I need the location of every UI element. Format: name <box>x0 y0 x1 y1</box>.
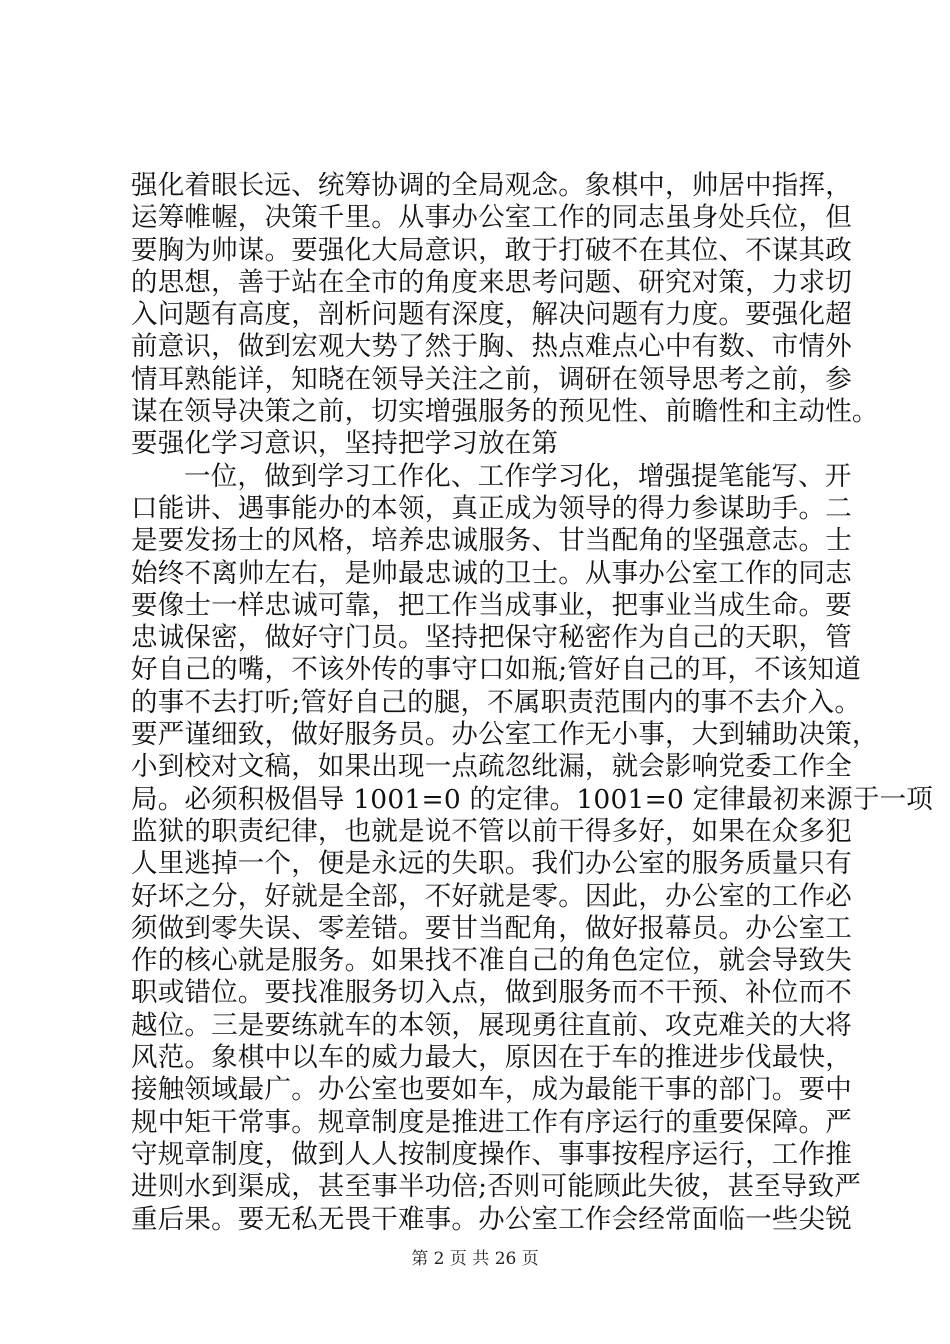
text-line: 谋在领导决策之前，切实增强服务的预见性、前瞻性和主动性。 <box>131 396 879 428</box>
text-line: 好坏之分，好就是全部，不好就是零。因此，办公室的工作必 <box>131 880 852 912</box>
text-line: 要强化学习意识，坚持把学习放在第 <box>131 428 559 460</box>
text-line: 是要发扬士的风格，培养忠诚服务、甘当配角的坚强意志。士 <box>131 525 852 557</box>
text-line: 局。必须积极倡导 1001=0 的定律。1001=0 定律最初来源于一项 <box>131 783 933 815</box>
text-line: 运筹帷幄，决策千里。从事办公室工作的同志虽身处兵位，但 <box>131 202 852 234</box>
text-line: 始终不离帅左右，是帅最忠诚的卫士。从事办公室工作的同志 <box>131 557 852 589</box>
text-line: 接触领域最广。办公室也要如车，成为最能干事的部门。要中 <box>131 1074 852 1106</box>
text-line: 的事不去打听;管好自己的腿，不属职责范围内的事不去介入。 <box>131 686 862 718</box>
text-line-paragraph-start: 一位，做到学习工作化、工作学习化，增强提笔能写、开 <box>184 460 852 492</box>
text-line: 强化着眼长远、统筹协调的全局观念。象棋中，帅居中指挥， <box>131 170 852 201</box>
text-line: 监狱的职责纪律，也就是说不管以前干得多好，如果在众多犯 <box>131 815 852 847</box>
text-line: 作的核心就是服务。如果找不准自己的角色定位，就会导致失 <box>131 945 852 977</box>
text-line: 前意识，做到宏观大势了然于胸、热点难点心中有数、市情外 <box>131 331 852 363</box>
text-line: 要严谨细致，做好服务员。办公室工作无小事，大到辅助决策， <box>131 719 879 751</box>
text-line: 规中矩干常事。规章制度是推进工作有序运行的重要保障。严 <box>131 1106 852 1138</box>
text-line: 要胸为帅谋。要强化大局意识，敢于打破不在其位、不谋其政 <box>131 234 852 266</box>
text-line: 口能讲、遇事能办的本领，真正成为领导的得力参谋助手。二 <box>131 492 852 524</box>
text-line: 职或错位。要找准服务切入点，做到服务而不干预、补位而不 <box>131 977 852 1009</box>
text-line: 须做到零失误、零差错。要甘当配角，做好报幕员。办公室工 <box>131 912 852 944</box>
text-line: 人里逃掉一个，便是永远的失职。我们办公室的服务质量只有 <box>131 848 852 880</box>
text-line: 好自己的嘴，不该外传的事守口如瓶;管好自己的耳，不该知道 <box>131 654 862 686</box>
text-line: 情耳熟能详，知晓在领导关注之前，调研在领导思考之前，参 <box>131 363 852 395</box>
text-line: 越位。三是要练就车的本领，展现勇往直前、攻克难关的大将 <box>131 1009 852 1041</box>
text-line: 的思想，善于站在全市的角度来思考问题、研究对策，力求切 <box>131 266 852 298</box>
text-line: 进则水到渠成，甚至事半功倍;否则可能顾此失彼，甚至导致严 <box>131 1171 862 1203</box>
text-line: 小到校对文稿，如果出现一点疏忽纰漏，就会影响党委工作全 <box>131 751 852 783</box>
text-line: 风范。象棋中以车的威力最大，原因在于车的推进步伐最快， <box>131 1042 852 1074</box>
document-body <box>131 170 933 1236</box>
text-line: 重后果。要无私无畏干难事。办公室工作会经常面临一些尖锐 <box>131 1203 852 1235</box>
text-line: 要像士一样忠诚可靠，把工作当成事业，把事业当成生命。要 <box>131 589 852 621</box>
text-line: 忠诚保密，做好守门员。坚持把保守秘密作为自己的天职，管 <box>131 622 852 654</box>
text-line: 守规章制度，做到人人按制度操作、事事按程序运行，工作推 <box>131 1138 852 1170</box>
text-line: 入问题有高度，剖析问题有深度，解决问题有力度。要强化超 <box>131 299 852 331</box>
page-number-footer: 第 2 页 共 26 页 <box>411 1249 539 1269</box>
